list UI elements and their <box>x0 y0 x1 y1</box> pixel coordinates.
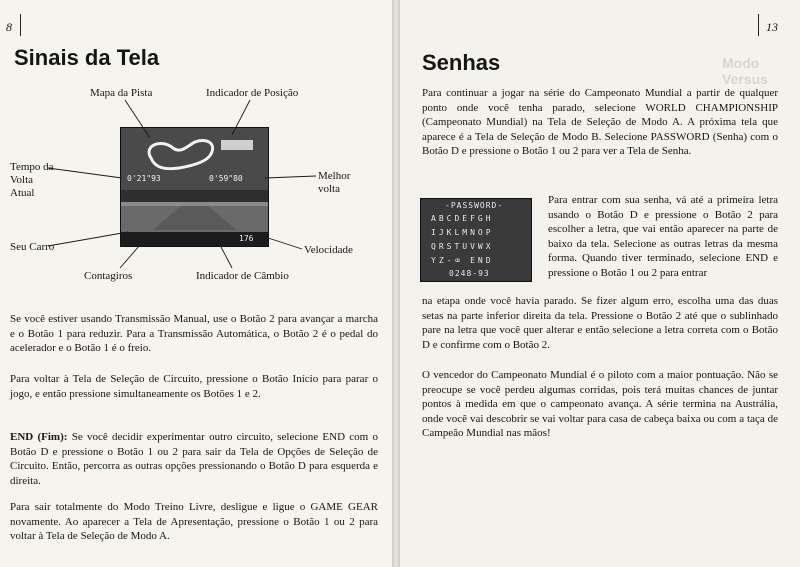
password-screen-illustration <box>420 198 532 282</box>
race-screen-illustration <box>120 127 269 247</box>
page-number-left: 8 <box>6 20 12 34</box>
paragraph-champion: O vencedor do Campeonato Mundial é o piloto com a maior pontuação. Não se preocupe se você perdeu algumas corridas, pois terá muitas chances de juntar pontos à medida em que o campeonato avança. A série termina na Austrália, onde você vai descobrir se vai voltar para casa de cabeça baixa ou com a taça de Campeão Mundial nas mãos! <box>422 369 778 439</box>
password-row-1: ABCDEFGH <box>431 214 494 223</box>
label-lap-time-2: Volta <box>10 174 34 186</box>
label-lap-time-1: Tempo da <box>10 161 54 173</box>
hud-current-time: 0'21"93 <box>127 174 161 183</box>
paragraph-end: END (Fim): Se você decidir experimentar outro circuito, selecione END com o Botão D e pressione o Botão 1 ou 2 para sair da Tela de Opções de Seleção de Circuito. Então, percorra as outras opções pressionando o Botão D para esquerda e direita. <box>10 431 378 487</box>
label-gear-indicator: Indicador de Câmbio <box>196 270 289 282</box>
page-title-right: Senhas <box>422 50 501 75</box>
left-page <box>0 0 392 567</box>
label-tachometer: Contagiros <box>84 270 133 282</box>
position-box <box>221 140 253 150</box>
label-best-lap-2: volta <box>318 183 340 195</box>
paragraph-password-errors: na etapa onde você havia parado. Se fizer algum erro, escolha uma das duas setas na parte inferior direita da tela. Pressione o Botão 2 até que o sublinhado pare na letra que você quer alterar e então selecione a letra correta com o Botão D e confirme com o Botão 2. <box>422 295 778 351</box>
label-speed: Velocidade <box>304 244 353 256</box>
password-entry: 0248-93 <box>449 269 490 278</box>
book-gutter <box>392 0 400 567</box>
paragraph-transmission: Se você estiver usando Transmissão Manual, use o Botão 2 para avançar a marcha e o Botão 1 para reduzir. Para a Transmissão Automática, o Botão 2 é o pedal do acelerador e o Botão 1 é o freio. <box>10 313 378 354</box>
road-scenery-graphic <box>121 190 268 230</box>
label-track-map: Mapa da Pista <box>90 87 153 99</box>
bleed-heading: Modo Versus <box>722 55 768 87</box>
paragraph-exit-practice: Para sair totalmente do Modo Treino Livre, desligue e ligue o GAME GEAR novamente. Ao aparecer a Tela de Apresentação, pressione o Botão 1 ou 2 para voltar à Tela de Seleção de Modo A. <box>10 501 378 542</box>
label-your-car: Seu Carro <box>10 241 55 253</box>
page-rule-left <box>20 14 21 36</box>
hud-best-time: 0'59"80 <box>209 174 243 183</box>
page-title-left: Sinais da Tela <box>14 45 160 70</box>
page-rule-right <box>758 14 759 36</box>
label-best-lap-1: Melhor <box>318 170 351 182</box>
paragraph-continue: Para continuar a jogar na série do Campeonato Mundial a partir de qualquer ponto onde você tenha parado, selecione WORLD CHAMPIONSHIP (Campeonato Mundial) na Tela de Seleção de Modo A. A próxima tela que aparece é a Tela de Seleção de Modo B. Selecione PASSWORD (Senha) com o Botão D e pressione o Botão 1 ou 2 para ver a Tela de Senha. <box>422 87 778 157</box>
paragraph-return-circuit: Para voltar à Tela de Seleção de Circuito, pressione o Botão Início para parar o jogo, e então pressione simultaneamente os Botões 1 e 2. <box>10 373 378 400</box>
right-page <box>400 0 800 567</box>
password-row-3: QRSTUVWX <box>431 242 494 251</box>
paragraph-enter-password: Para entrar com sua senha, vá até a primeira letra usando o Botão D e pressione o Botão 2 para escolher a letra, que vai então aparecer na parte de baixo da tela. Selecione as outras letras da mesma forma. Quando tiver terminado, selecione END e pressione o Botão 1 ou 2 para entrar <box>548 194 778 279</box>
password-header: -PASSWORD- <box>445 201 504 210</box>
label-lap-time-3: Atual <box>10 187 35 199</box>
password-row-4: YZ-⌫ END <box>431 256 494 265</box>
hud-speed: 176 <box>239 234 254 243</box>
page-number-right: 13 <box>766 20 778 34</box>
label-position-indicator: Indicador de Posição <box>206 87 299 99</box>
end-prefix: END (Fim): <box>10 431 68 443</box>
password-row-2: IJKLMNOP <box>431 228 494 237</box>
